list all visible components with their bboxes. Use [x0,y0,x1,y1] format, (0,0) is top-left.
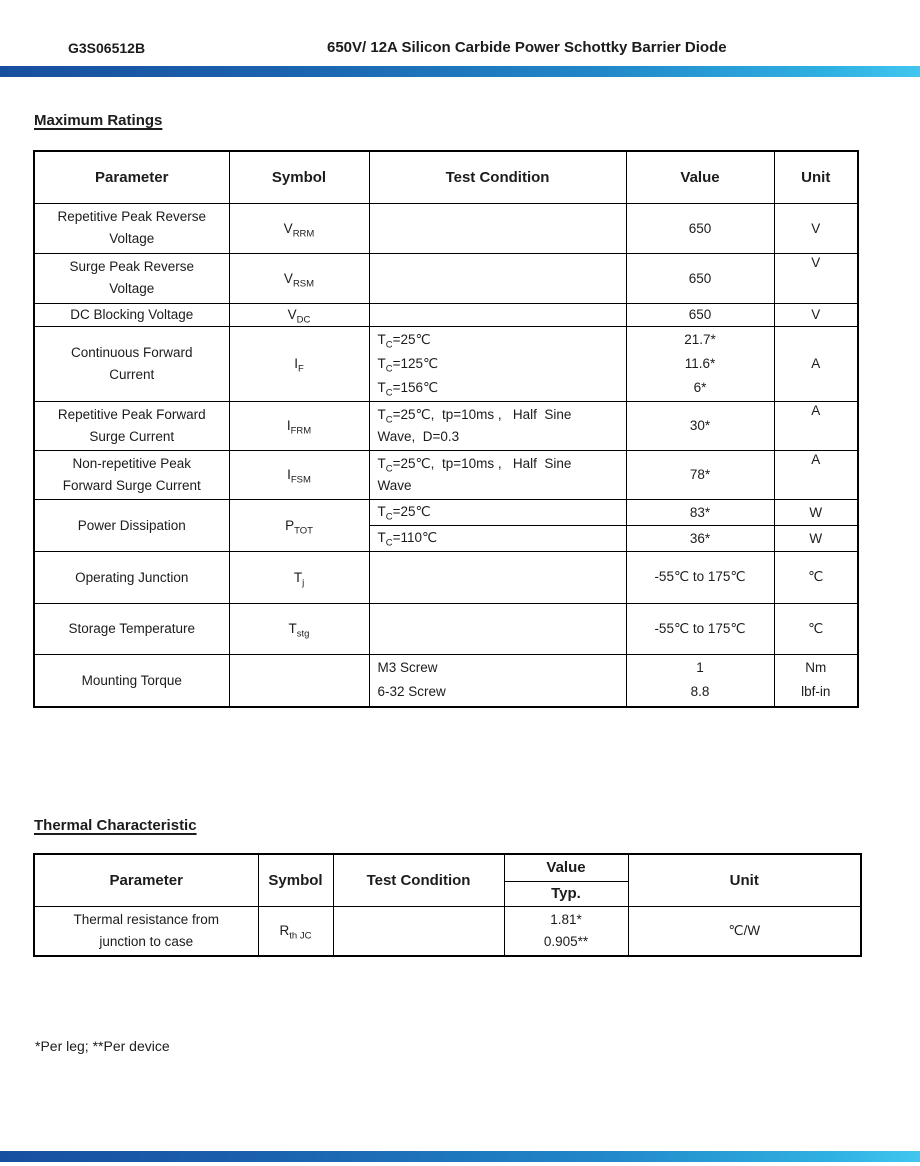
value-cell: 36* [626,525,774,551]
test-condition-cell [369,654,626,707]
table-row-tstg [34,603,858,654]
test-condition-cell [369,551,626,603]
value-cell: -55℃ to 175℃ [626,551,774,603]
test-condition-line [378,475,622,497]
table-row-ifrm [34,401,858,450]
parameter-cell [34,906,258,956]
test-condition-cell [333,906,504,956]
unit-line: Nm [805,660,827,676]
value-cell: 650 [626,303,774,326]
symbol-base: I [287,467,291,482]
tc-sub: C [385,537,393,549]
symbol-cell [229,450,369,499]
symbol-base: V [283,270,293,286]
symbol-sub: DC [296,314,311,326]
header-rule-bar [0,66,920,77]
tc-sub: C [385,511,393,523]
test-condition-cell [369,499,626,525]
parameter-line: Voltage [109,231,155,246]
parameter-line: Repetitive Peak Forward [57,406,206,422]
column-header-symbol: Symbol [229,151,369,203]
parameter-cell: DC Blocking Voltage [34,303,229,326]
unit-cell: V [774,253,858,303]
tc-rest: =25℃ [392,331,431,347]
unit-cell: W [774,525,858,551]
test-condition-line [378,376,622,400]
value-cell: 83* [626,499,774,525]
symbol-cell [229,253,369,303]
parameter-cell [34,450,229,499]
test-condition-cell [369,450,626,499]
tc-base: T [377,530,386,545]
parameter-cell [34,253,229,303]
value-line: 0.905** [543,933,589,949]
test-condition-line [378,426,622,448]
symbol-sub: RRM [292,228,315,240]
column-header-value: Value [626,151,774,203]
unit-cell: W [774,499,858,525]
symbol-sub: FRM [290,425,312,437]
column-header-value: Value [504,854,628,881]
tc-sub: C [385,463,393,475]
tc-sub: C [385,414,393,426]
value-line: 1.81* [550,911,582,927]
unit-cell [774,654,858,707]
unit-line: lbf-in [801,684,831,700]
tc-base: T [377,504,386,519]
unit-cell: A [774,450,858,499]
symbol-sub: RSM [292,278,315,290]
test-condition-line [378,453,622,475]
symbol-cell [229,326,369,401]
parameter-line: Forward Surge Current [62,477,201,493]
tc-rest: Wave, D=0.3 [377,428,460,444]
value-line: 8.8 [690,684,710,700]
column-header-unit: Unit [628,854,861,906]
unit-cell: V [774,203,858,253]
symbol-base: P [285,517,295,533]
symbol-cell [229,499,369,551]
symbol-sub: F [297,363,304,375]
table-row-vdc [34,303,858,326]
tc-sub: C [385,339,393,351]
symbol-base: V [287,307,297,322]
tc-rest: =25℃, tp=10ms , Half Sine [392,406,572,422]
table-row-mounting-torque [34,654,858,707]
value-cell [626,654,774,707]
value-cell [504,906,628,956]
value-cell: 30* [626,401,774,450]
parameter-cell [34,326,229,401]
table-row-ptot-a [34,499,858,525]
parameter-line: Repetitive Peak Reverse [57,209,207,224]
table-header-row [34,854,861,881]
test-condition-line [378,352,622,376]
parameter-line: Non-repetitive Peak [72,455,192,471]
symbol-base: T [288,621,297,636]
parameter-cell: Power Dissipation [34,499,229,551]
unit-cell: V [774,303,858,326]
tc-rest: =25℃ [392,504,431,519]
tc-base: T [377,455,386,471]
tc-base: T [377,406,386,422]
thermal-characteristic-table [33,853,862,957]
symbol-sub: j [302,577,305,589]
unit-cell: A [774,326,858,401]
symbol-sub: TOT [294,525,313,537]
section-title-maximum-ratings: Maximum Ratings [34,112,163,129]
symbol-cell [229,401,369,450]
column-header-parameter: Parameter [34,151,229,203]
column-header-typ: Typ. [504,881,628,906]
footnote: *Per leg; **Per device [35,1038,170,1054]
test-condition-cell [369,303,626,326]
table-row-ifsm [34,450,858,499]
test-condition-line [378,328,622,352]
test-condition-cell [369,326,626,401]
parameter-line: junction to case [99,933,194,949]
symbol-base: I [294,356,298,371]
tc-rest: =125℃ [392,355,439,371]
unit-cell: ℃/W [628,906,861,956]
symbol-base: V [283,220,293,236]
page-title: 650V/ 12A Silicon Carbide Power Schottky Barrier Diode [327,39,727,56]
symbol-cell [229,551,369,603]
tc-rest: Wave [377,477,412,493]
symbol-sub: FSM [290,474,311,486]
table-row-vrsm [34,253,858,303]
parameter-cell [34,401,229,450]
test-condition-cell [369,603,626,654]
test-condition-line: M3 Screw [377,660,438,676]
parameter-line: Surge Peak Reverse [69,259,195,274]
tc-sub: C [385,387,393,399]
unit-cell: ℃ [774,603,858,654]
table-row-tj [34,551,858,603]
symbol-cell [229,654,369,707]
parameter-cell [34,203,229,253]
parameter-line: Surge Current [89,428,175,444]
symbol-cell [258,906,333,956]
tc-rest: =110℃ [392,530,438,545]
test-condition-cell [369,525,626,551]
tc-sub: C [385,363,393,375]
parameter-line: Continuous Forward [70,344,193,360]
table-row-if [34,326,858,401]
tc-base: T [377,379,386,395]
parameter-line: Thermal resistance from [73,911,220,927]
value-line: 1 [696,660,704,676]
column-header-test-condition: Test Condition [333,854,504,906]
symbol-sub: stg [296,628,310,640]
parameter-cell: Storage Temperature [34,603,229,654]
value-cell: 650 [626,203,774,253]
column-header-symbol: Symbol [258,854,333,906]
parameter-line: Current [109,366,155,382]
value-line: 6* [693,379,707,395]
test-condition-line [378,404,622,426]
value-cell [626,326,774,401]
value-line: 11.6* [684,355,716,371]
test-condition-cell [369,401,626,450]
symbol-cell [229,303,369,326]
tc-rest: =25℃, tp=10ms , Half Sine [392,455,572,471]
tc-rest: =156℃ [392,379,439,395]
tc-base: T [377,331,386,347]
symbol-cell [229,203,369,253]
test-condition-line: 6-32 Screw [377,684,446,700]
value-cell: 650 [626,253,774,303]
symbol-base: R [279,923,290,939]
value-cell: -55℃ to 175℃ [626,603,774,654]
column-header-unit: Unit [774,151,858,203]
tc-base: T [377,355,386,371]
parameter-cell: Operating Junction [34,551,229,603]
table-row-rthjc [34,906,861,956]
unit-cell: A [774,401,858,450]
section-title-thermal-characteristic: Thermal Characteristic [34,817,197,834]
parameter-cell: Mounting Torque [34,654,229,707]
value-line: 21.7* [684,331,716,347]
symbol-sub: th JC [289,930,312,942]
table-header-row [34,151,858,203]
value-cell: 78* [626,450,774,499]
test-condition-cell [369,253,626,303]
symbol-base: T [293,569,303,585]
test-condition-cell [369,203,626,253]
doc-number: G3S06512B [68,40,146,56]
table-row-vrrm [34,203,858,253]
symbol-cell [229,603,369,654]
column-header-test-condition: Test Condition [369,151,626,203]
symbol-base: I [286,418,291,433]
parameter-line: Voltage [109,281,155,296]
footer-rule-bar [0,1151,920,1162]
column-header-parameter: Parameter [34,854,258,906]
maximum-ratings-table [33,150,859,708]
unit-cell: ℃ [774,551,858,603]
